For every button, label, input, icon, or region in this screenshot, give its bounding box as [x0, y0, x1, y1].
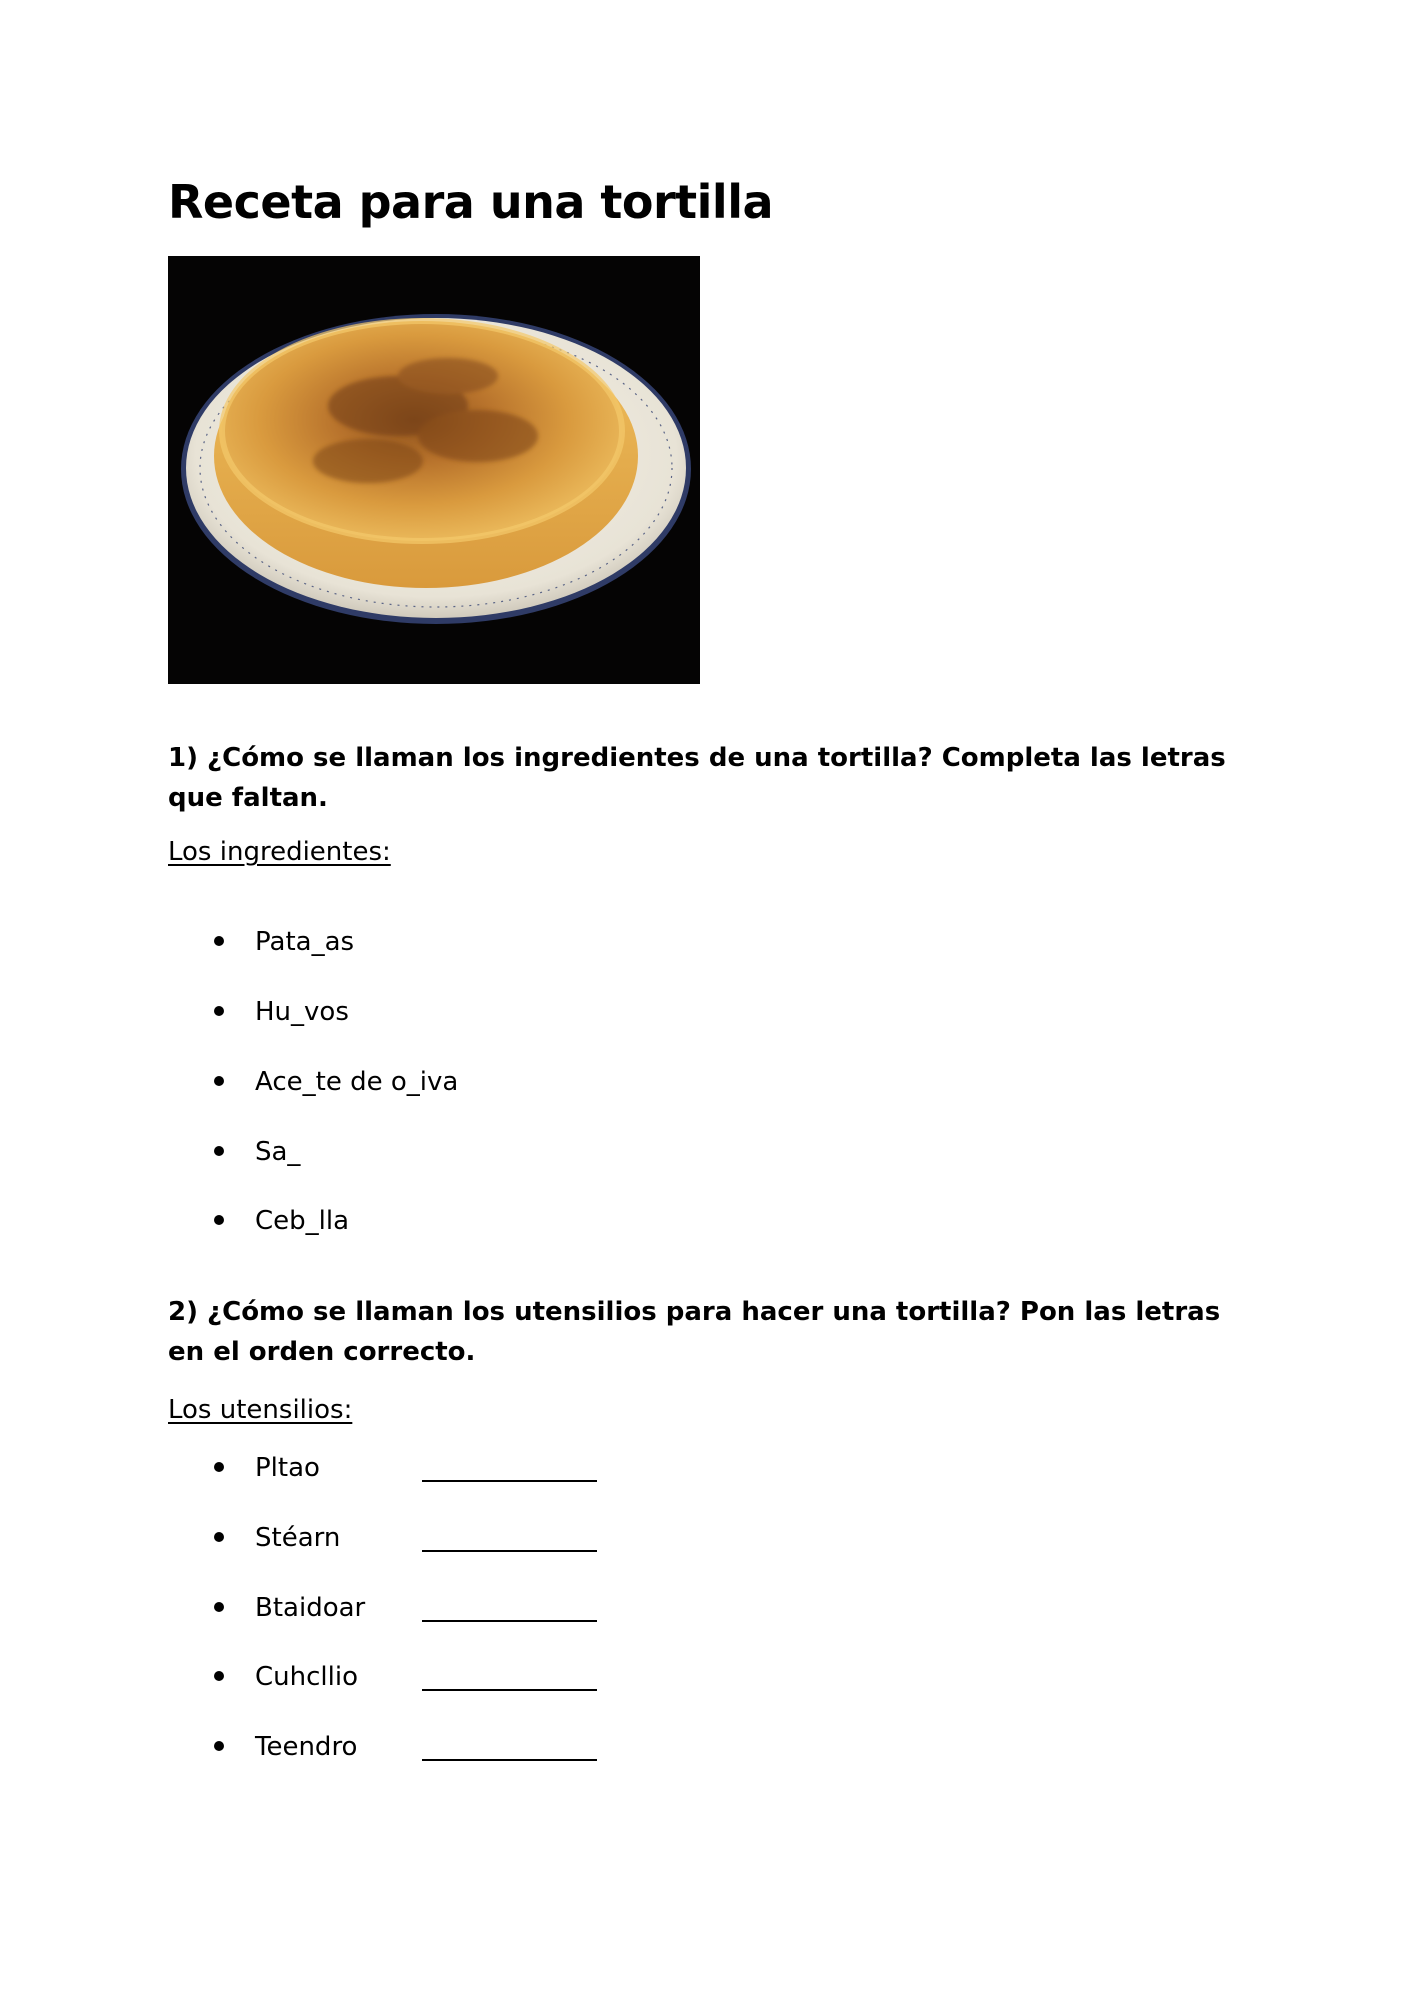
- answer-blank[interactable]: [422, 1620, 597, 1622]
- utensil-scrambled-word: Teendro: [255, 1732, 358, 1762]
- page-title: Receta para una tortilla: [168, 175, 774, 229]
- bullet-icon: [214, 1146, 224, 1156]
- utensil-scrambled-word: Pltao: [255, 1453, 320, 1483]
- ingredient-text: Ace_te de o_iva: [255, 1067, 459, 1097]
- question-1: 1) ¿Cómo se llaman los ingredientes de una tortilla? Completa las letras que faltan.: [168, 743, 1226, 813]
- list-item: [0, 924, 800, 960]
- answer-blank[interactable]: [422, 1550, 597, 1552]
- utensils-label: Los utensilios:: [168, 1395, 353, 1425]
- bullet-icon: [214, 936, 224, 946]
- ingredient-text: Ceb_lla: [255, 1206, 350, 1236]
- bullet-icon: [214, 1006, 224, 1016]
- list-item: [0, 1134, 800, 1170]
- utensil-scrambled-word: Btaidoar: [255, 1593, 366, 1623]
- ingredients-label: Los ingredientes:: [168, 837, 391, 867]
- bullet-icon: [214, 1532, 224, 1542]
- bullet-icon: [214, 1462, 224, 1472]
- ingredient-text: Sa_: [255, 1137, 301, 1167]
- bullet-icon: [214, 1671, 224, 1681]
- bullet-icon: [214, 1602, 224, 1612]
- list-item: [0, 1659, 800, 1695]
- list-item: [0, 1520, 800, 1556]
- list-item: [0, 1590, 800, 1626]
- answer-blank[interactable]: [422, 1480, 597, 1482]
- answer-blank[interactable]: [422, 1759, 597, 1761]
- list-item: [0, 1729, 800, 1765]
- question-2: 2) ¿Cómo se llaman los utensilios para hacer una tortilla? Pon las letras en el orden correcto.: [168, 1297, 1221, 1367]
- list-item: [0, 1450, 800, 1486]
- utensil-scrambled-word: Stéarn: [255, 1523, 341, 1553]
- answer-blank[interactable]: [422, 1689, 597, 1691]
- bullet-icon: [214, 1076, 224, 1086]
- utensil-scrambled-word: Cuhcllio: [255, 1662, 358, 1692]
- list-item: [0, 994, 800, 1030]
- ingredient-text: Hu_vos: [255, 997, 349, 1027]
- list-item: [0, 1203, 800, 1239]
- ingredient-text: Pata_as: [255, 927, 355, 957]
- list-item: [0, 1064, 800, 1100]
- bullet-icon: [214, 1741, 224, 1751]
- tortilla-photo: [168, 256, 700, 684]
- bullet-icon: [214, 1215, 224, 1225]
